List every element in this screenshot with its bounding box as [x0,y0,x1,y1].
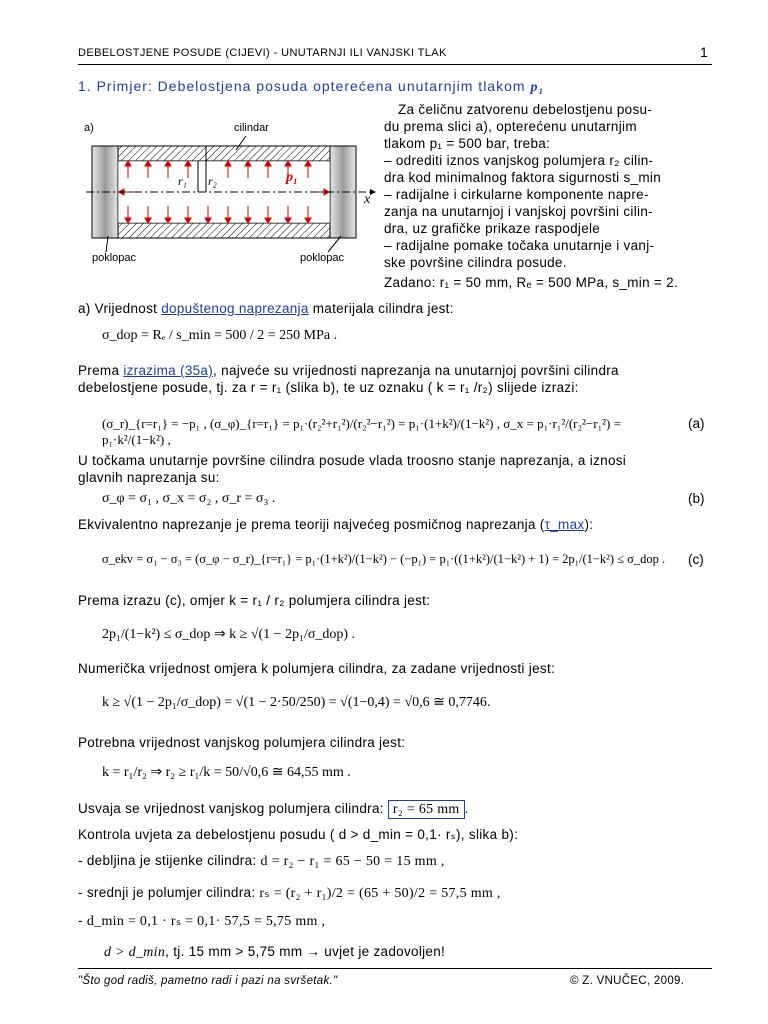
header-rule [78,64,712,65]
para-equivalent: Ekvivalentno naprezanje je prema teoriji najvećeg posmičnog naprezanja (τ_max): [78,517,594,532]
intro-line: – radijalne i cirkularne komponente napre- [384,187,649,202]
para-allowable-stress: a) Vrijednost dopuštenog naprezanja materijala cilindra jest: [78,301,454,316]
footer-author: © Z. VNUČEC, 2009. [570,975,685,987]
footer-rule [78,968,712,969]
page-number: 1 [700,44,708,60]
list-item-mean-radius: - srednji je polumjer cilindra: rₛ = (r₂ + r₁)/2 = (65 + 50)/2 = 57,5 mm , [78,885,501,901]
eq-f: k = r₁/r₂ ⇒ r₂ ≥ r₁/k = 50/√0,6 ≅ 64,55 mm . [102,765,351,780]
conclusion: d > d_min, tj. 15 mm > 5,75 mm → uvjet je zadovoljen! [104,944,446,960]
para-check-condition: Kontrola uvjeta za debelostjenu posudu ( d > d_min = 0,1· rₛ), slika b): [78,827,519,842]
eq-b: σ_φ = σ₁ , σ_x = σ₂ , σ_r = σ₃ . [102,491,276,506]
cylinder-figure [86,118,376,268]
eq-a-label: (a) [688,416,705,431]
section-title [78,78,544,96]
para-expressions-line2: debelostjene posude, tj. za r = r₁ (slika b), te uz oznaku ( k = r₁ /r₂) slijede izrazi: [78,380,579,395]
intro-line: ske površine cilindra posude. [384,255,567,270]
link-tau-max[interactable]: τ_max [544,517,585,532]
eq-e: k ≥ √(1 − 2p₁/σ_dop) = √(1 − 2·50/250) = √(1−0,4) = √0,6 ≅ 0,7746. [102,695,491,710]
intro-line: zanja na unutarnjoj i vanjskoj površini cilin- [384,204,653,219]
upper-wall [118,146,330,161]
para-required-radius: Potrebna vrijednost vanjskog polumjera cilindra jest: [78,735,406,750]
cap-right-label: poklopac [300,252,345,264]
para-ratio: Prema izrazu (c), omjer k = r₁ / r₂ polumjera cilindra jest: [78,593,431,608]
intro-line: dra kod minimalnog faktora sigurnosti s_min [384,170,662,185]
intro-line: – radijalne pomake točaka unutarnje i vanj- [384,238,655,253]
intro-line: – odrediti iznos vanjskog polumjera r₂ cilin- [384,153,654,168]
eq-sigma-dop: σ_dop = Rₑ / s_min = 500 / 2 = 250 MPa . [102,328,338,343]
cap-left-label: poklopac [92,252,137,264]
adopted-radius-box: r₂ = 65 mm [388,800,465,819]
para-numeric: Numerička vrijednost omjera k polumjera cilindra, za zadane vrijednosti jest: [78,661,556,676]
p1-label: p₁ [286,170,298,185]
section-title-text: 1. Primjer: Debelostjena posuda opterećena unutarnjim tlakom [78,78,526,94]
list-item-wall-thickness: - debljina je stijenke cilindra: d = r₂ − r₁ = 65 − 50 = 15 mm , [78,853,445,869]
intro-line: tlakom p₁ = 500 bar, treba: [384,136,551,151]
given-values: Zadano: r₁ = 50 mm, Rₑ = 500 MPa, s_min = 2. [384,275,679,290]
intro-line: Za čeličnu zatvorenu debelostjenu posu- [398,102,653,117]
lower-wall [118,223,330,238]
r1-label: r₁ [178,174,187,188]
section-title-symbol: p₁ [530,80,545,95]
para-triaxial: U točkama unutarnje površine cilindra posude vlada troosno stanje naprezanja, a iznosi glavnih naprezanja su: [78,453,627,485]
running-header: DEBELOSTJENE POSUDE (CIJEVI) - UNUTARNJI ILI VANJSKI TLAK [78,47,447,59]
link-expressions-35a[interactable]: izrazima (35a) [123,363,214,378]
footer-quote: "Što god radiš, pametno radi i pazi na svršetak." [78,975,338,987]
eq-c-label: (c) [688,552,704,567]
eq-b-label: (b) [688,491,705,506]
r2-label: r₂ [208,174,217,188]
cylinder-label: cilindar [234,122,269,134]
x-axis-label: x [364,192,371,207]
figure-label: a) [84,122,94,134]
link-allowable-stress[interactable]: dopuštenog naprezanja [161,301,309,316]
para-expressions: Prema izrazima (35a), najveće su vrijednosti naprezanja na unutarnjoj površini cilindra debelostjene posude, tj. za r = r₁ (slika b), te uz oznaku ( k = r₁ /r₂) slijede izrazi: [78,362,712,396]
eq-d: 2p₁/(1−k²) ≤ σ_dop ⇒ k ≥ √(1 − 2p₁/σ_dop) . [102,627,356,642]
intro-text [384,101,714,291]
intro-line: dra, uz grafičke prikaze raspodjele [384,221,601,236]
eq-c: σ_ekv = σ₁ − σ₃ = (σ_φ − σ_r)_{r=r₁} = p₁·(1+k²)/(1−k²) − (−p₁) = p₁·((1+k²)/(1−k²) + 1) = 2p₁/(1−k²) ≤ σ_dop . [102,552,666,566]
intro-line: du prema slici a), opterećenu unutarnjim [384,119,637,134]
para-adopted-radius: Usvaja se vrijednost vanjskog polumjera cilindra: r₂ = 65 mm . [78,801,469,817]
eq-a: (σ_r)_{r=r₁} = −p₁ , (σ_φ)_{r=r₁} = p₁·(r₂²+r₁²)/(r₂²−r₁²) = p₁·(1+k²)/(1−k²) , σ_x = p₁·r₁²/(r₂²−r₁²) = p₁·k²/(1−k²) , [102,416,621,447]
list-item-dmin: - d_min = 0,1 · rₛ = 0,1· 57,5 = 5,75 mm , [78,913,326,929]
